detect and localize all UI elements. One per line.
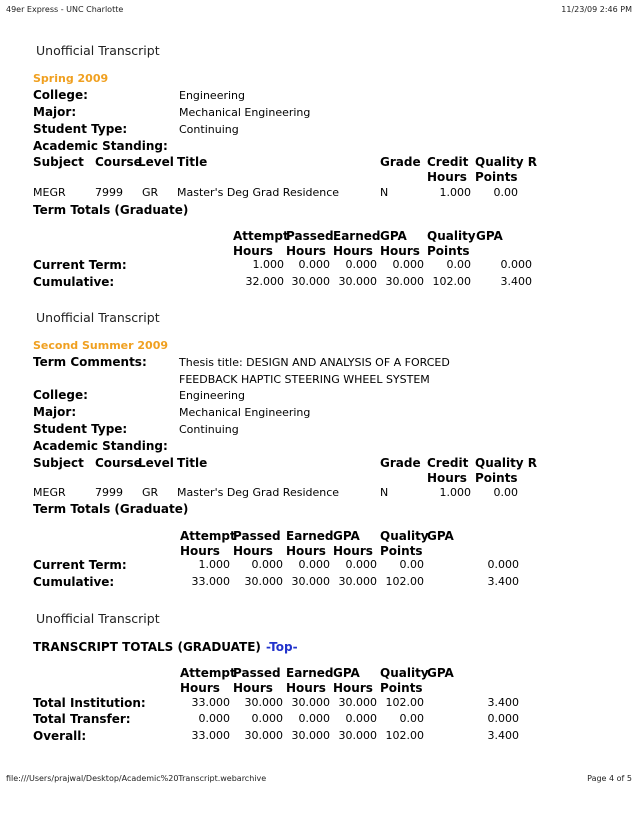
- total-transfer-label: Total Transfer:: [33, 712, 131, 726]
- current-term-label: Current Term:: [33, 258, 127, 272]
- current-attempt: 1.000: [252, 258, 284, 271]
- institution-earned: 30.000: [291, 696, 330, 709]
- college-label: College:: [33, 388, 88, 402]
- academic-standing-label: Academic Standing:: [33, 139, 168, 153]
- major-value: Mechanical Engineering: [179, 106, 311, 119]
- col-quality-points: Quality R Points: [475, 155, 538, 184]
- course-title: Master's Deg Grad Residence: [177, 486, 340, 499]
- transfer-passed: 0.000: [251, 712, 283, 725]
- term-comments-line-2: FEEDBACK HAPTIC STEERING WHEEL SYSTEM: [179, 373, 430, 386]
- current-earned: 0.000: [298, 558, 330, 571]
- overall-passed: 30.000: [244, 729, 283, 742]
- major-label: Major:: [33, 105, 77, 119]
- current-gpa: 0.000: [487, 558, 519, 571]
- current-quality: 0.00: [399, 558, 424, 571]
- term-totals-label: Term Totals (Graduate): [33, 203, 189, 217]
- overall-label: Overall:: [33, 729, 87, 743]
- transfer-gpa-hours: 0.000: [345, 712, 377, 725]
- transfer-attempt: 0.000: [198, 712, 230, 725]
- total-institution-label: Total Institution:: [33, 696, 146, 710]
- col-grade: Grade: [380, 155, 421, 169]
- col-course: Course: [95, 456, 142, 470]
- current-gpa: 0.000: [500, 258, 532, 271]
- course-quality: 0.00: [493, 486, 518, 499]
- col-gpa-hours: GPA Hours: [333, 529, 373, 558]
- current-earned: 0.000: [345, 258, 377, 271]
- course-credit: 1.000: [439, 186, 471, 199]
- institution-attempt: 33.000: [191, 696, 230, 709]
- col-attempt-hours: Attempt Hours: [180, 529, 236, 558]
- course-subject: MEGR: [33, 486, 66, 499]
- overall-gpa-hours: 30.000: [338, 729, 377, 742]
- cumulative-attempt: 33.000: [191, 575, 230, 588]
- major-label: Major:: [33, 405, 77, 419]
- col-earned-hours: Earned Hours: [286, 529, 334, 558]
- cumulative-label: Cumulative:: [33, 275, 115, 289]
- course-level: GR: [142, 486, 159, 499]
- cumulative-earned: 30.000: [291, 575, 330, 588]
- academic-standing-label: Academic Standing:: [33, 439, 168, 453]
- cumulative-gpa: 3.400: [500, 275, 532, 288]
- course-title: Master's Deg Grad Residence: [177, 186, 340, 199]
- col-earned-hours: Earned Hours: [333, 229, 381, 258]
- college-label: College:: [33, 88, 88, 102]
- course-number: 7999: [95, 186, 123, 199]
- col-course: Course: [95, 155, 142, 169]
- current-attempt: 1.000: [198, 558, 230, 571]
- term-name: Second Summer 2009: [33, 339, 169, 352]
- current-passed: 0.000: [298, 258, 330, 271]
- section-title: Unofficial Transcript: [36, 43, 160, 58]
- current-quality: 0.00: [446, 258, 471, 271]
- student-type-label: Student Type:: [33, 422, 128, 436]
- col-level: Level: [138, 155, 174, 169]
- student-type-value: Continuing: [179, 123, 239, 136]
- cumulative-label: Cumulative:: [33, 575, 115, 589]
- term-totals-label: Term Totals (Graduate): [33, 502, 189, 516]
- student-type-label: Student Type:: [33, 122, 128, 136]
- page-number: Page 4 of 5: [587, 774, 632, 783]
- col-level: Level: [138, 456, 174, 470]
- overall-quality: 102.00: [385, 729, 424, 742]
- course-grade: N: [380, 486, 389, 499]
- institution-gpa: 3.400: [487, 696, 519, 709]
- col-attempt-hours: Attempt Hours: [180, 666, 236, 695]
- cumulative-passed: 30.000: [244, 575, 283, 588]
- col-gpa: GPA: [427, 666, 454, 680]
- term-name: Spring 2009: [33, 72, 109, 85]
- col-quality-points: Quality R Points: [475, 456, 538, 485]
- page-url: file:///Users/prajwal/Desktop/Academic%20Transcript.webarchive: [6, 774, 267, 783]
- institution-passed: 30.000: [244, 696, 283, 709]
- col-credit-hours: Credit Hours: [427, 155, 469, 184]
- cumulative-earned: 30.000: [338, 275, 377, 288]
- col-gpa: GPA: [427, 529, 454, 543]
- transfer-earned: 0.000: [298, 712, 330, 725]
- col-quality-points: Quality Points: [380, 666, 429, 695]
- transfer-quality: 0.00: [399, 712, 424, 725]
- cumulative-quality: 102.00: [432, 275, 471, 288]
- col-passed-hours: Passed Hours: [286, 229, 334, 258]
- college-value: Engineering: [179, 89, 245, 102]
- cumulative-gpa-hours: 30.000: [385, 275, 424, 288]
- current-term-label: Current Term:: [33, 558, 127, 572]
- cumulative-gpa-hours: 30.000: [338, 575, 377, 588]
- overall-attempt: 33.000: [191, 729, 230, 742]
- institution-gpa-hours: 30.000: [338, 696, 377, 709]
- overall-earned: 30.000: [291, 729, 330, 742]
- print-datetime: 11/23/09 2:46 PM: [561, 5, 632, 14]
- cumulative-quality: 102.00: [385, 575, 424, 588]
- overall-gpa: 3.400: [487, 729, 519, 742]
- course-credit: 1.000: [439, 486, 471, 499]
- course-number: 7999: [95, 486, 123, 499]
- college-value: Engineering: [179, 389, 245, 402]
- cumulative-passed: 30.000: [291, 275, 330, 288]
- term-comments-line-1: Thesis title: DESIGN AND ANALYSIS OF A FORCED: [179, 356, 450, 369]
- current-passed: 0.000: [251, 558, 283, 571]
- term-comments-label: Term Comments:: [33, 355, 147, 369]
- current-gpa-hours: 0.000: [392, 258, 424, 271]
- col-title: Title: [177, 456, 208, 470]
- transfer-gpa: 0.000: [487, 712, 519, 725]
- course-quality: 0.00: [493, 186, 518, 199]
- col-quality-points: Quality Points: [427, 229, 476, 258]
- current-gpa-hours: 0.000: [345, 558, 377, 571]
- course-subject: MEGR: [33, 186, 66, 199]
- col-passed-hours: Passed Hours: [233, 666, 281, 695]
- col-passed-hours: Passed Hours: [233, 529, 281, 558]
- col-credit-hours: Credit Hours: [427, 456, 469, 485]
- top-link[interactable]: -Top-: [266, 640, 298, 654]
- cumulative-attempt: 32.000: [245, 275, 284, 288]
- col-earned-hours: Earned Hours: [286, 666, 334, 695]
- col-subject: Subject: [33, 456, 84, 470]
- transcript-totals-title: TRANSCRIPT TOTALS (GRADUATE): [33, 640, 261, 654]
- cumulative-gpa: 3.400: [487, 575, 519, 588]
- course-grade: N: [380, 186, 389, 199]
- course-level: GR: [142, 186, 159, 199]
- col-quality-points: Quality Points: [380, 529, 429, 558]
- col-subject: Subject: [33, 155, 84, 169]
- col-attempt-hours: Attempt Hours: [233, 229, 289, 258]
- col-title: Title: [177, 155, 208, 169]
- student-type-value: Continuing: [179, 423, 239, 436]
- col-gpa-hours: GPA Hours: [333, 666, 373, 695]
- col-gpa-hours: GPA Hours: [380, 229, 420, 258]
- col-grade: Grade: [380, 456, 421, 470]
- section-title: Unofficial Transcript: [36, 310, 160, 325]
- browser-title: 49er Express - UNC Charlotte: [6, 5, 124, 14]
- institution-quality: 102.00: [385, 696, 424, 709]
- section-title: Unofficial Transcript: [36, 611, 160, 626]
- col-gpa: GPA: [476, 229, 503, 243]
- major-value: Mechanical Engineering: [179, 406, 311, 419]
